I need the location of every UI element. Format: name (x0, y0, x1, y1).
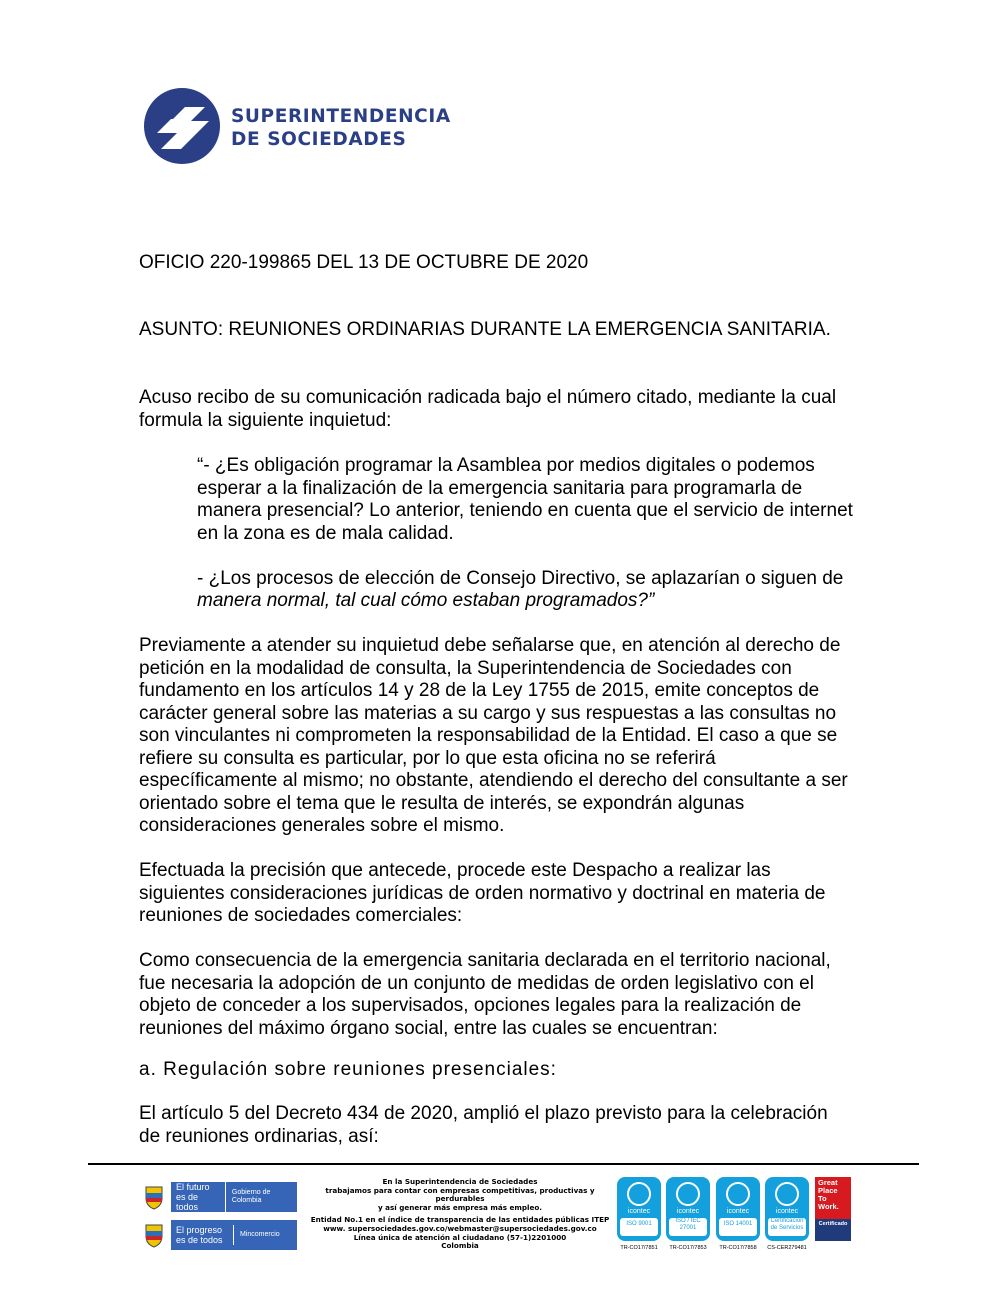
paragraph-2-line-8: orientado sobre el tema que le resulta de interés, se expondrán algunas (139, 793, 745, 814)
section-a-heading: a. Regulación sobre reuniones presenciales: (139, 1059, 557, 1080)
footer-divider (88, 1163, 919, 1165)
cert-norm: Certificación de Servicios (768, 1218, 806, 1236)
cert-code: TR-CO17/7853 (669, 1245, 707, 1251)
footer-line-5: www. supersociedades.gov.co/webmaster@supersociedades.gov.co (323, 1223, 597, 1233)
quote-1-line-4: en la zona es de mala calidad. (197, 523, 454, 544)
paragraph-1-line-2: formula la siguiente inquietud: (139, 410, 392, 431)
logo-wordmark (231, 105, 451, 151)
icontec-iso-27001-badge (666, 1177, 710, 1241)
paragraph-4-line-3: objeto de conceder a los supervisados, opciones legales para la realización de (139, 995, 802, 1016)
paragraph-3-line-3: reuniones de sociedades comerciales: (139, 905, 463, 926)
icontec-icon (676, 1182, 700, 1206)
quote-1-line-2: esperar a la finalización de la emergencia sanitaria para programarla de (197, 478, 803, 499)
logo-line-2: DE SOCIEDADES (231, 129, 407, 150)
paragraph-4-line-4: reuniones del máximo órgano social, entre las cuales se encuentran: (139, 1018, 718, 1039)
paragraph-2-line-9: consideraciones generales sobre el mismo. (139, 815, 505, 836)
paragraph-5-line-2: de reuniones ordinarias, así: (139, 1126, 379, 1147)
cert-code: CS-CER279481 (767, 1245, 807, 1251)
superintendencia-logo (143, 87, 473, 167)
icontec-servicios-badge (765, 1177, 809, 1241)
footer-line-4: Entidad No.1 en el índice de transparencia de las entidades públicas ITEP (310, 1215, 610, 1225)
paragraph-4-line-2: fue necesaria la adopción de un conjunto de medidas de orden legislativo con el (139, 973, 814, 994)
cert-brand: icontec (627, 1208, 651, 1215)
quote-2-line-1: - ¿Los procesos de elección de Consejo Directivo, se aplazarían o siguen de (197, 568, 844, 589)
paragraph-3-line-1: Efectuada la precisión que antecede, procede este Despacho a realizar las (139, 860, 771, 881)
gobierno-logo-text-b: Gobierno de Colombia (231, 1189, 271, 1204)
footer-line-3: y así generar más empresa más empleo. (377, 1202, 543, 1212)
icontec-icon (775, 1182, 799, 1206)
paragraph-2-line-2: petición en la modalidad de consulta, la Superintendencia de Sociedades con (139, 658, 792, 679)
quote-1-line-1: “- ¿Es obligación programar la Asamblea por medios digitales o podemos (197, 455, 815, 476)
mincomercio-logo-text-a: El progreso es de todos (171, 1225, 234, 1245)
mincomercio-logo (137, 1219, 297, 1251)
coat-of-arms-icon (137, 1220, 171, 1250)
paragraph-4-line-1: Como consecuencia de la emergencia sanitaria declarada en el territorio nacional, (139, 950, 831, 971)
gptw-sub: Certificado (818, 1221, 848, 1227)
paragraph-5-line-1: El artículo 5 del Decreto 434 de 2020, amplió el plazo previsto para la celebración (139, 1103, 828, 1124)
paragraph-2-line-7: específicamente al mismo; no obstante, atendiendo el derecho del consultante a ser (139, 770, 848, 791)
quote-1-line-3: manera presencial? Lo anterior, teniendo en cuenta que el servicio de internet (197, 500, 853, 521)
cert-brand: icontec (726, 1208, 750, 1215)
cert-norm: ISO / IEC 27001 (669, 1218, 707, 1236)
footer-line-7: Colombia (441, 1241, 479, 1251)
cert-code: TR-CO17/7858 (719, 1245, 757, 1251)
document-subject: ASUNTO: REUNIONES ORDINARIAS DURANTE LA EMERGENCIA SANITARIA. (139, 319, 831, 340)
cert-brand: icontec (775, 1208, 799, 1215)
icontec-icon (726, 1182, 750, 1206)
icontec-iso-9001-badge (617, 1177, 661, 1241)
paragraph-1-line-1: Acuso recibo de su comunicación radicada bajo el número citado, mediante la cual (139, 387, 837, 408)
paragraph-2-line-1: Previamente a atender su inquietud debe señalarse que, en atención al derecho de (139, 635, 841, 656)
gobierno-logo-text-a: El futuro es de todos (171, 1182, 226, 1212)
footer-line-1: En la Superintendencia de Sociedades (382, 1177, 538, 1186)
paragraph-2-line-6: refiere su consulta es particular, por lo que esta oficina no se referirá (139, 748, 716, 769)
icontec-icon (627, 1182, 651, 1206)
great-place-to-work-badge (815, 1177, 851, 1241)
gobierno-logo (137, 1181, 297, 1213)
logo-emblem-icon (143, 87, 221, 165)
logo-line-1: SUPERINTENDENCIA (231, 106, 451, 127)
footer-line-2: trabajamos para contar con empresas competitivas, productivas y perdurables (325, 1185, 595, 1204)
cert-norm: ISO 14001 (719, 1218, 757, 1236)
cert-norm: ISO 9001 (620, 1218, 658, 1236)
icontec-iso-14001-badge (716, 1177, 760, 1241)
paragraph-2-line-3: fundamento en los artículos 14 y 28 de la Ley 1755 de 2015, emite conceptos de (139, 680, 820, 701)
mincomercio-logo-text-b: Mincomercio (240, 1231, 280, 1238)
footer-line-6: Línea única de atención al ciudadano (57-1)2201000 (353, 1232, 567, 1242)
paragraph-2-line-4: carácter general sobre las materias a su cargo y sus respuestas a las consultas no (139, 703, 837, 724)
paragraph-3-line-2: siguientes consideraciones jurídicas de orden normativo y doctrinal en materia de (139, 883, 826, 904)
coat-of-arms-icon (137, 1182, 171, 1212)
cert-brand: icontec (676, 1208, 700, 1215)
paragraph-2-line-5: son vinculantes ni comprometen la responsabilidad de la Entidad. El caso a que se (139, 725, 838, 746)
gptw-text: Great Place To Work. (815, 1177, 851, 1219)
document-title: OFICIO 220-199865 DEL 13 DE OCTUBRE DE 2020 (139, 252, 589, 273)
footer-center-text (300, 1178, 620, 1251)
cert-code: TR-CO17/7851 (620, 1245, 658, 1251)
quote-2-line-2: manera normal, tal cual cómo estaban programados?” (197, 590, 655, 611)
